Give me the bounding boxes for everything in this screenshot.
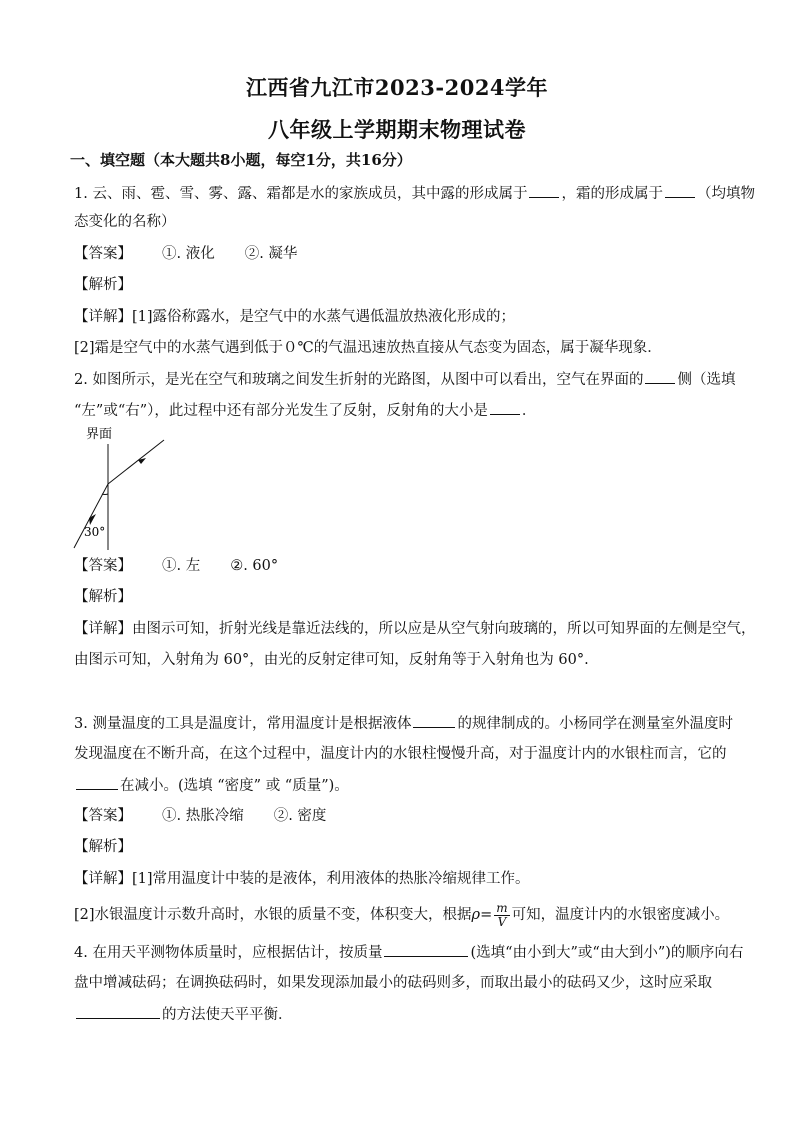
q3-answer-2: ②. 密度 [273, 808, 327, 824]
q1-stem-c: （均填物 [696, 186, 755, 202]
q1-detail-1: [1]露俗称露水，是空气中的水蒸气遇低温放热液化形成的； [132, 309, 516, 325]
q4-stem-a: 4. 在用天平测物体质量时，应根据估计，按质量 [74, 945, 383, 961]
q3-detail-2a: [2]水银温度计示数升高时，水银的质量不变，体积变大，根据 [74, 907, 472, 923]
angle-label: 30° [84, 525, 106, 539]
q2-detail-1: 由图示可知，折射光线是靠近法线的，所以应是从空气射向玻璃的，所以可知界面的左侧是空气， [132, 621, 756, 637]
interface-label: 界面 [86, 427, 113, 442]
q2-blank-2[interactable] [490, 400, 520, 415]
q3-blank-2[interactable] [76, 775, 118, 790]
q4-stem-c: 盘中增减砝码；在调换砝码时，如果发现添加最小的砝码则多，而取出最小的砝码又少，这时应采取 [74, 975, 712, 991]
density-symbol: ρ= [471, 907, 493, 923]
detail-tag: 【详解】 [74, 309, 132, 325]
q3-analysis-tag: 【解析】 [74, 839, 132, 855]
answer-tag: 【答案】 [74, 808, 132, 824]
q2-stem-b: 侧（选填 [677, 372, 736, 388]
q1-stem-a: 1. 云、雨、雹、雪、雾、露、霜都是水的家族成员，其中露的形成属于 [74, 186, 528, 202]
section-heading: 一、填空题（本大题共8小题，每空1分，共16分） [70, 151, 412, 169]
q4-stem-line3 [74, 1004, 734, 1025]
q3-detail-2b: 可知，温度计内的水银密度减小。 [511, 907, 730, 923]
q4-stem-d: 的方法使天平平衡． [162, 1007, 293, 1023]
density-fraction [494, 902, 509, 929]
q1-detail-line1 [74, 307, 734, 327]
q1-analysis-tag: 【解析】 [74, 277, 132, 293]
q2-blank-1[interactable] [645, 369, 675, 384]
q3-stem-c: 发现温度在不断升高，在这个过程中，温度计内的水银柱慢慢升高，对于温度计内的水银柱而言，它的 [74, 746, 727, 762]
q3-answer-1: ①. 热胀冷缩 [162, 808, 244, 824]
q3-stem-line1 [74, 713, 734, 734]
q3-stem-d: 在减小。(选填 “密度” 或 “质量”)。 [120, 778, 349, 794]
q1-blank-1[interactable] [529, 183, 559, 198]
q3-answer-line [74, 806, 734, 826]
fraction-denominator: V [497, 914, 507, 929]
answer-tag: 【答案】 [74, 246, 132, 262]
q3-blank-1[interactable] [413, 713, 455, 728]
q3-stem-line3 [74, 775, 734, 796]
q1-answer-2: ②. 凝华 [244, 246, 298, 262]
q2-answer-line [74, 556, 734, 576]
q4-stem-b: (选填“由小到大”或“由大到小”)的顺序向右 [470, 945, 744, 961]
q2-answer-1: ①. 左 [162, 558, 201, 574]
q4-stem-line1 [74, 942, 744, 963]
incident-arrow-icon [89, 514, 96, 525]
q2-detail-2: 由图示可知，入射角为 60°，由光的反射定律可知，反射角等于入射角也为 60°. [74, 652, 589, 668]
answer-tag: 【答案】 [74, 558, 132, 574]
q2-stem-d: ． [521, 403, 537, 419]
q1-stem-d: 态变化的名称） [74, 214, 176, 230]
q3-detail-line2 [74, 900, 734, 930]
q2-answer-2: ②. 60° [230, 558, 279, 574]
q2-detail-line1 [74, 619, 756, 639]
q2-analysis-tag: 【解析】 [74, 589, 132, 605]
detail-tag: 【详解】 [74, 621, 132, 637]
q1-detail-2: [2]霜是空气中的水蒸气遇到低于０℃的气温迅速放热直接从气态变为固态，属于凝华现象． [74, 340, 662, 356]
q2-stem-a: 2. 如图所示，是光在空气和玻璃之间发生折射的光路图，从图中可以看出，空气在界面的 [74, 372, 644, 388]
q1-answer-1: ①. 液化 [162, 246, 215, 262]
q2-stem-line2 [74, 400, 734, 421]
q3-detail-1: [1]常用温度计中装的是液体，利用液体的热胀冷缩规律工作。 [132, 871, 530, 887]
q3-detail-line1 [74, 869, 734, 889]
q3-stem-b: 的规律制成的。小杨同学在测量室外温度时 [457, 716, 733, 732]
page-title: 江西省九江市2023-2024学年 [245, 75, 549, 100]
refraction-diagram [66, 422, 176, 552]
q1-stem-b: ，霜的形成属于 [561, 186, 663, 202]
fraction-numerator: m [496, 900, 508, 915]
q2-stem-c: “左”或“右”），此过程中还有部分光发生了反射，反射角的大小是 [74, 403, 488, 419]
q4-blank-2[interactable] [76, 1004, 160, 1019]
q1-stem-line1 [74, 183, 755, 204]
q1-blank-2[interactable] [665, 183, 695, 198]
refracted-ray [108, 440, 164, 484]
q4-blank-1[interactable] [384, 942, 468, 957]
detail-tag: 【详解】 [74, 871, 132, 887]
q2-stem-line1 [74, 369, 734, 390]
q1-answer-line [74, 244, 734, 264]
q3-stem-a: 3. 测量温度的工具是温度计，常用温度计是根据液体 [74, 716, 412, 732]
page-subtitle: 八年级上学期期末物理试卷 [268, 117, 526, 142]
